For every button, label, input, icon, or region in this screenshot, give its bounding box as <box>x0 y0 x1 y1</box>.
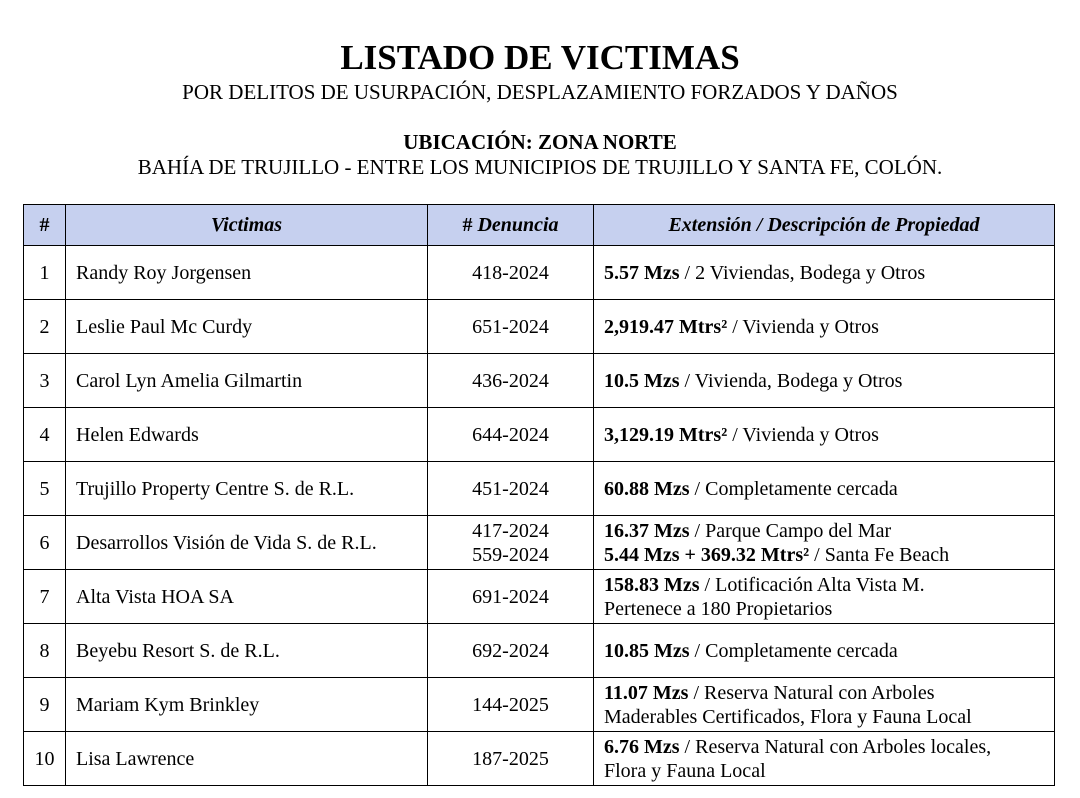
extension-description: / Completamente cercada <box>689 639 898 662</box>
table-row <box>24 624 1055 678</box>
victim-name: Desarrollos Visión de Vida S. de R.L. <box>66 516 428 570</box>
table-row <box>24 462 1055 516</box>
extension-description: / Reserva Natural con Arboles locales, <box>679 735 992 758</box>
complaint-cell <box>428 732 594 786</box>
extension-cell <box>594 408 1055 462</box>
document-subtitle: POR DELITOS DE USURPACIÓN, DESPLAZAMIENTO FORZADOS Y DAÑOS <box>182 80 898 104</box>
row-number: 10 <box>24 732 66 786</box>
extension-measure: 16.37 Mzs <box>604 519 690 542</box>
victims-table <box>23 204 1055 786</box>
extension-line <box>604 477 1054 501</box>
table-row <box>24 732 1055 786</box>
row-number: 9 <box>24 678 66 732</box>
extension-cell <box>594 462 1055 516</box>
complaint-number: 436-2024 <box>472 369 549 392</box>
complaint-hash: # <box>462 213 473 236</box>
column-header-extension: Extensión / Descripción de Propiedad <box>594 205 1055 246</box>
complaint-number: 651-2024 <box>472 315 549 338</box>
victim-name: Alta Vista HOA SA <box>66 570 428 624</box>
victim-name: Mariam Kym Brinkley <box>66 678 428 732</box>
row-number: 4 <box>24 408 66 462</box>
extension-cell <box>594 624 1055 678</box>
column-header-complaint <box>428 205 594 246</box>
victim-name: Beyebu Resort S. de R.L. <box>66 624 428 678</box>
complaint-cell <box>428 624 594 678</box>
complaint-number: 691-2024 <box>472 585 549 608</box>
row-number: 8 <box>24 624 66 678</box>
extension-description: / Lotificación Alta Vista M. <box>699 573 925 596</box>
table-row <box>24 570 1055 624</box>
extension-measure: 10.85 Mzs <box>604 639 690 662</box>
row-number: 2 <box>24 300 66 354</box>
extension-line <box>604 705 1054 729</box>
extension-cell <box>594 678 1055 732</box>
complaint-number: 144-2025 <box>472 693 549 716</box>
table-row <box>24 678 1055 732</box>
complaint-number: 451-2024 <box>472 477 549 500</box>
extension-measure: 2,919.47 Mtrs² <box>604 315 728 338</box>
complaint-cell <box>428 408 594 462</box>
extension-cell <box>594 732 1055 786</box>
row-number: 5 <box>24 462 66 516</box>
extension-description: / Vivienda, Bodega y Otros <box>679 369 903 392</box>
extension-measure: 158.83 Mzs <box>604 573 700 596</box>
extension-cell <box>594 354 1055 408</box>
complaint-cell <box>428 300 594 354</box>
victims-table-body <box>24 246 1055 786</box>
extension-line <box>604 423 1054 447</box>
column-header-victims: Victimas <box>66 205 428 246</box>
table-row <box>24 408 1055 462</box>
extension-measure: 5.44 Mzs + 369.32 Mtrs² <box>604 543 810 566</box>
document-title: LISTADO DE VICTIMAS <box>340 38 740 77</box>
extension-measure: 6.76 Mzs <box>604 735 680 758</box>
extension-description: / 2 Viviendas, Bodega y Otros <box>679 261 926 284</box>
column-header-number: # <box>24 205 66 246</box>
row-number: 1 <box>24 246 66 300</box>
extension-cell <box>594 246 1055 300</box>
extension-measure: 5.57 Mzs <box>604 261 680 284</box>
complaint-cell <box>428 246 594 300</box>
row-number: 3 <box>24 354 66 408</box>
extension-cell <box>594 300 1055 354</box>
table-row <box>24 516 1055 570</box>
complaint-cell <box>428 570 594 624</box>
extension-description: / Completamente cercada <box>689 477 898 500</box>
victim-name: Trujillo Property Centre S. de R.L. <box>66 462 428 516</box>
extension-description: Pertenece a 180 Propietarios <box>604 597 833 620</box>
complaint-number: 418-2024 <box>472 261 549 284</box>
extension-description: / Vivienda y Otros <box>727 423 879 446</box>
complaint-number: 692-2024 <box>472 639 549 662</box>
location-heading: UBICACIÓN: ZONA NORTE <box>403 130 677 154</box>
extension-description: / Vivienda y Otros <box>727 315 879 338</box>
extension-description: Maderables Certificados, Flora y Fauna Local <box>604 705 972 728</box>
extension-description: / Santa Fe Beach <box>809 543 950 566</box>
extension-measure: 10.5 Mzs <box>604 369 680 392</box>
extension-description: / Reserva Natural con Arboles <box>688 681 935 704</box>
complaint-cell <box>428 462 594 516</box>
victim-name: Leslie Paul Mc Curdy <box>66 300 428 354</box>
table-row <box>24 354 1055 408</box>
complaint-number: 644-2024 <box>472 423 549 446</box>
extension-cell <box>594 570 1055 624</box>
extension-line <box>604 369 1054 393</box>
extension-line <box>604 573 1054 597</box>
extension-line <box>604 543 1054 567</box>
victim-name: Helen Edwards <box>66 408 428 462</box>
extension-line <box>604 315 1054 339</box>
row-number: 6 <box>24 516 66 570</box>
complaint-number: 417-2024 <box>472 519 549 542</box>
victim-name: Carol Lyn Amelia Gilmartin <box>66 354 428 408</box>
extension-measure: 3,129.19 Mtrs² <box>604 423 728 446</box>
table-row <box>24 246 1055 300</box>
extension-description: Flora y Fauna Local <box>604 759 766 782</box>
location-detail: BAHÍA DE TRUJILLO - ENTRE LOS MUNICIPIOS DE TRUJILLO Y SANTA FE, COLÓN. <box>137 155 943 179</box>
extension-measure: 60.88 Mzs <box>604 477 690 500</box>
table-row <box>24 300 1055 354</box>
complaint-label: Denuncia <box>477 213 559 236</box>
complaint-number: 187-2025 <box>472 747 549 770</box>
extension-line <box>604 597 1054 621</box>
extension-measure: 11.07 Mzs <box>604 681 689 704</box>
complaint-number: 559-2024 <box>472 543 549 566</box>
extension-line <box>604 639 1054 663</box>
extension-line <box>604 681 1054 705</box>
extension-line <box>604 519 1054 543</box>
complaint-cell <box>428 354 594 408</box>
extension-line <box>604 261 1054 285</box>
extension-line <box>604 735 1054 759</box>
extension-line <box>604 759 1054 783</box>
victim-name: Lisa Lawrence <box>66 732 428 786</box>
extension-cell <box>594 516 1055 570</box>
complaint-cell <box>428 678 594 732</box>
row-number: 7 <box>24 570 66 624</box>
victim-name: Randy Roy Jorgensen <box>66 246 428 300</box>
table-header-row <box>24 205 1055 246</box>
extension-description: / Parque Campo del Mar <box>689 519 892 542</box>
complaint-cell <box>428 516 594 570</box>
